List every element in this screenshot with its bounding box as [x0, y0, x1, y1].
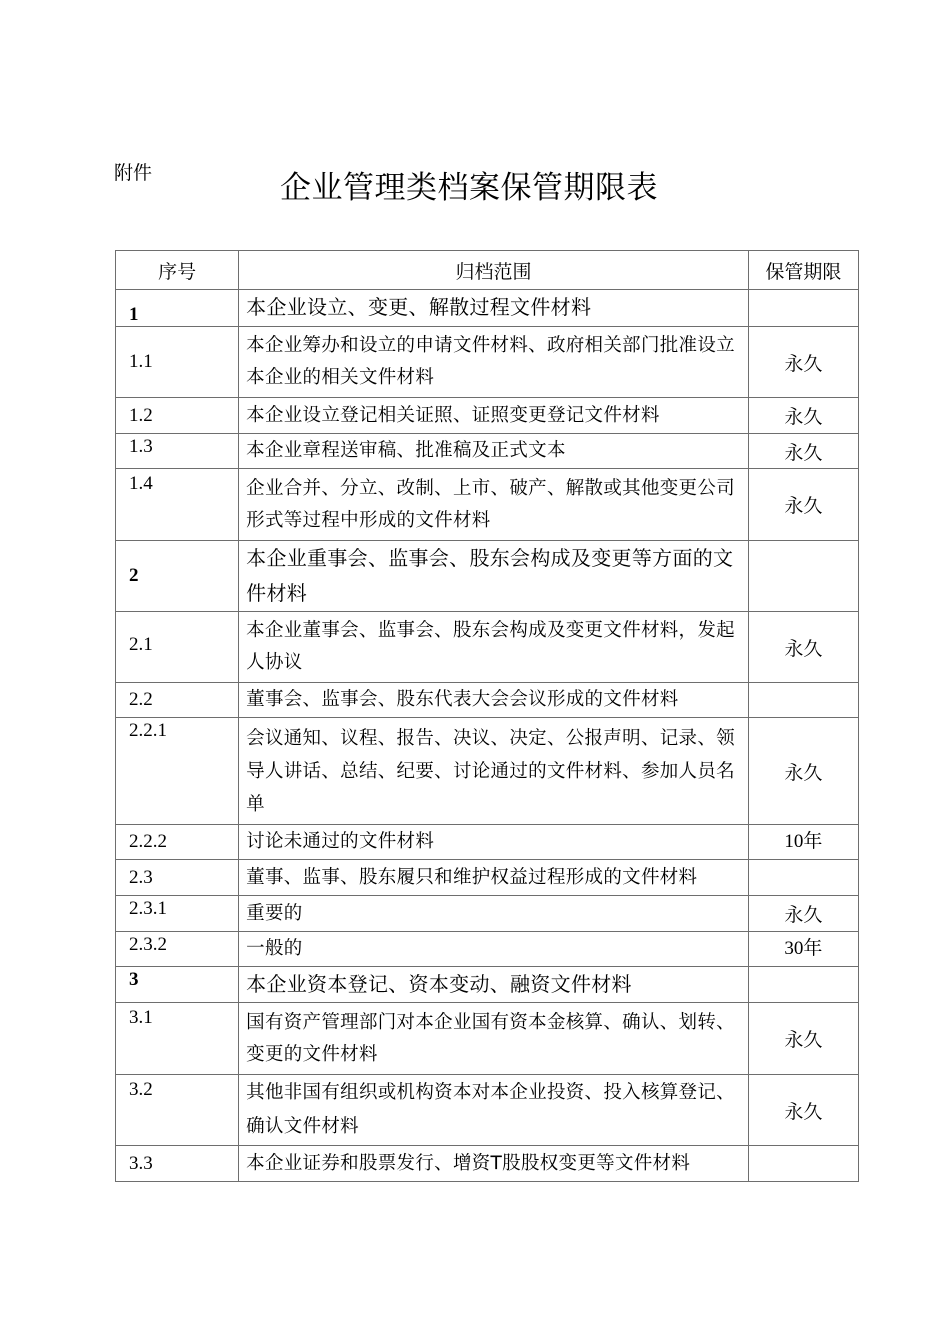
- row-no: 3.2: [116, 1075, 239, 1146]
- row-no: 2.2.2: [116, 825, 239, 860]
- retention-table: [115, 250, 859, 1182]
- attachment-label: 附件: [114, 162, 153, 184]
- table-row: [116, 469, 859, 541]
- row-period: [748, 967, 858, 1003]
- table-row: [116, 290, 859, 327]
- row-scope: 本企业证券和股票发行、增资Τ股股权变更等文件材料: [239, 1146, 749, 1182]
- row-period: 永久: [748, 398, 858, 434]
- row-scope: 一般的: [239, 932, 749, 967]
- header-scope: 归档范围: [239, 251, 749, 290]
- header-no: 序号: [116, 251, 239, 290]
- row-period: [748, 541, 858, 612]
- page-title: 企业管理类档案保管期限表: [280, 170, 658, 206]
- row-period: 永久: [748, 1003, 858, 1075]
- row-period: 永久: [748, 469, 858, 541]
- row-scope: 其他非国有组织或机构资本对本企业投资、投入核算登记、确认文件材料: [239, 1075, 749, 1146]
- row-no: 2.1: [116, 612, 239, 683]
- row-period: 永久: [748, 896, 858, 932]
- row-scope: 本企业设立、变更、解散过程文件材料: [239, 290, 749, 327]
- table-row: [116, 825, 859, 860]
- row-scope: 董事、监事、股东履只和维护权益过程形成的文件材料: [239, 860, 749, 896]
- row-period: 永久: [748, 612, 858, 683]
- row-no: 1: [116, 290, 239, 327]
- row-scope: 本企业章程送审稿、批准稿及正式文本: [239, 434, 749, 469]
- row-period: 永久: [748, 327, 858, 398]
- row-no: 3.3: [116, 1146, 239, 1182]
- row-no: 1.3: [116, 434, 239, 469]
- row-period: 永久: [748, 1075, 858, 1146]
- row-period: [748, 683, 858, 718]
- row-no: 2.2: [116, 683, 239, 718]
- row-scope: 本企业重事会、监事会、股东会构成及变更等方面的文件材料: [239, 541, 749, 612]
- row-scope: 重要的: [239, 896, 749, 932]
- table-row: [116, 434, 859, 469]
- row-scope: 会议通知、议程、报告、决议、决定、公报声明、记录、领导人讲话、总结、纪要、讨论通过的文件材料、参加人员名单: [239, 718, 749, 825]
- table-row: [116, 860, 859, 896]
- table-row: [116, 683, 859, 718]
- row-scope: 讨论未通过的文件材料: [239, 825, 749, 860]
- row-period: [748, 290, 858, 327]
- table-row: [116, 612, 859, 683]
- row-no: 2.3.1: [116, 896, 239, 932]
- row-period: 永久: [748, 434, 858, 469]
- row-no: 1.2: [116, 398, 239, 434]
- row-scope: 本企业设立登记相关证照、证照变更登记文件材料: [239, 398, 749, 434]
- row-no: 1.4: [116, 469, 239, 541]
- table-row: [116, 327, 859, 398]
- table-row: [116, 398, 859, 434]
- table-row: [116, 1075, 859, 1146]
- row-scope: 本企业董事会、监事会、股东会构成及变更文件材料，发起人协议: [239, 612, 749, 683]
- row-scope: 董事会、监事会、股东代表大会会议形成的文件材料: [239, 683, 749, 718]
- row-scope: 企业合并、分立、改制、上市、破产、解散或其他变更公司形式等过程中形成的文件材料: [239, 469, 749, 541]
- row-period: 30年: [748, 932, 858, 967]
- table-row: [116, 1146, 859, 1182]
- table-row: [116, 718, 859, 825]
- row-scope: 国有资产管理部门对本企业国有资本金核算、确认、划转、变更的文件材料: [239, 1003, 749, 1075]
- table-header-row: [116, 251, 859, 290]
- row-no: 2.3.2: [116, 932, 239, 967]
- table-row: [116, 967, 859, 1003]
- header-period: 保管期限: [748, 251, 858, 290]
- table-row: [116, 541, 859, 612]
- row-scope: 本企业筹办和设立的申请文件材料、政府相关部门批准设立本企业的相关文件材料: [239, 327, 749, 398]
- table-row: [116, 1003, 859, 1075]
- row-no: 1.1: [116, 327, 239, 398]
- row-period: 永久: [748, 718, 858, 825]
- row-scope: 本企业资本登记、资本变动、融资文件材料: [239, 967, 749, 1003]
- row-no: 2.3: [116, 860, 239, 896]
- row-no: 3.1: [116, 1003, 239, 1075]
- row-no: 2: [116, 541, 239, 612]
- row-no: 2.2.1: [116, 718, 239, 825]
- row-period: 10年: [748, 825, 858, 860]
- table-row: [116, 896, 859, 932]
- row-no: 3: [116, 967, 239, 1003]
- row-period: [748, 860, 858, 896]
- table-row: [116, 932, 859, 967]
- row-period: [748, 1146, 858, 1182]
